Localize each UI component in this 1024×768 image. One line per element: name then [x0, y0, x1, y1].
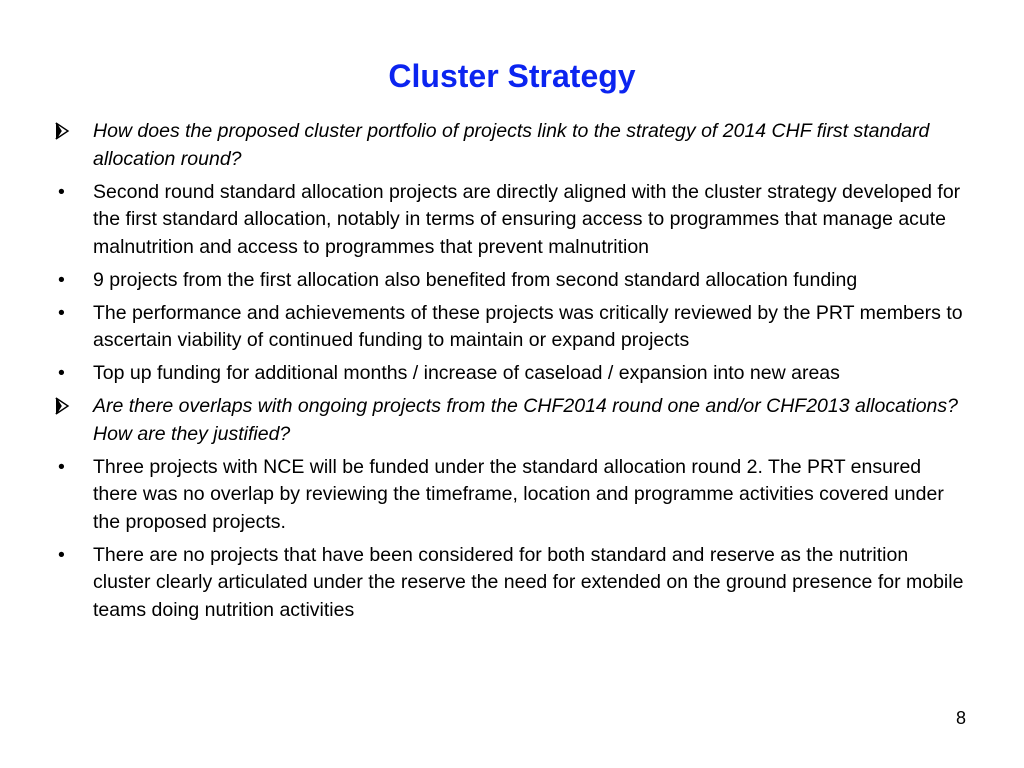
- list-item: [54, 300, 964, 355]
- bullet-text: The performance and achievements of these projects was critically reviewed by the PRT members to ascertain viability of continued funding to maintain or expand projects: [93, 301, 963, 351]
- question-text: Are there overlaps with ongoing projects from the CHF2014 round one and/or CHF2013 allocations? How are they justified?: [93, 395, 958, 445]
- bullet-text: Second round standard allocation projects are directly aligned with the cluster strategy developed for the first standard allocation, notably in terms of ensuring access to programmes that manage acute malnutrition and access to programmes that prevent malnutrition: [93, 180, 961, 258]
- arrowhead-bullet-icon: [54, 393, 78, 415]
- bullet-dot-icon: •: [58, 268, 65, 291]
- bullet-dot-icon: •: [58, 301, 65, 324]
- list-item: [54, 393, 964, 448]
- bullet-text: 9 projects from the first allocation also benefited from second standard allocation funding: [93, 268, 858, 291]
- bullet-text: Top up funding for additional months / increase of caseload / expansion into new areas: [93, 362, 840, 384]
- bullet-text: Three projects with NCE will be funded under the standard allocation round 2. The PRT ensured there was no overlap by reviewing the timeframe, location and programme activities covered under the proposed projects.: [93, 455, 944, 533]
- list-item: [54, 360, 964, 388]
- list-item: [54, 454, 964, 537]
- list-item: [54, 118, 964, 173]
- bullet-dot-icon: •: [58, 455, 65, 478]
- bullet-dot-icon: •: [58, 362, 65, 384]
- question-text: How does the proposed cluster portfolio of projects link to the strategy of 2014 CHF first standard allocation round?: [93, 120, 930, 170]
- list-item: [54, 542, 964, 625]
- bullet-dot-icon: •: [58, 543, 65, 566]
- list-item: [54, 179, 964, 262]
- bullet-list: [54, 118, 964, 630]
- page-number: 8: [955, 708, 966, 728]
- bullet-dot-icon: •: [58, 180, 65, 203]
- slide-title: Cluster Strategy: [388, 58, 636, 94]
- arrowhead-bullet-icon: [54, 118, 78, 140]
- bullet-text: There are no projects that have been considered for both standard and reserve as the nutrition cluster clearly articulated under the reserve the need for extended on the ground presence for mobile teams doing nutrition activities: [93, 543, 964, 621]
- list-item: [54, 267, 964, 295]
